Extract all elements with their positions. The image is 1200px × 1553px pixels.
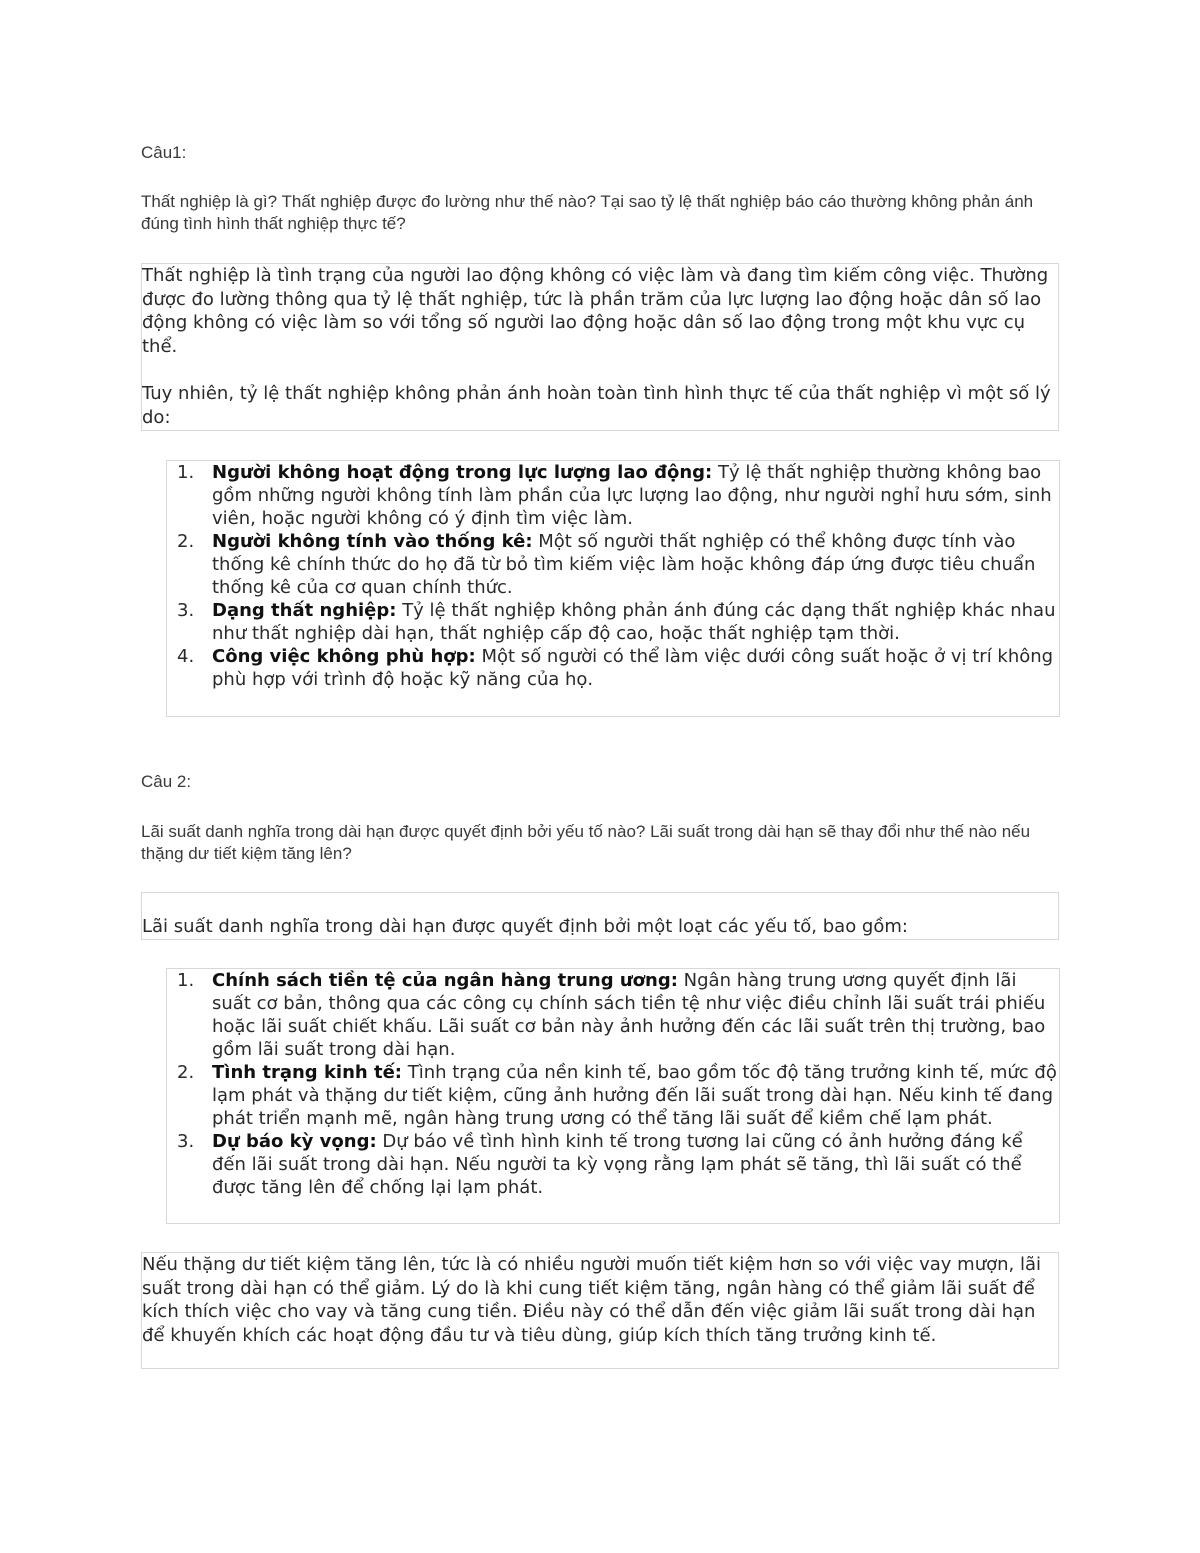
list-item-text: Một số người thất nghiệp có thể không được tính vào thống kê chính thức do họ đã từ bỏ tìm kiếm việc làm hoặc không đáp ứng được tiêu chuẩn thống kê của cơ quan chính thức. <box>212 531 1036 598</box>
question-1-label: Câu1: <box>141 143 187 162</box>
question-2-label: Câu 2: <box>141 772 192 791</box>
list-item <box>167 461 1059 530</box>
list-item-title: Tình trạng kinh tế: <box>212 1062 402 1083</box>
list-item-number: 3. <box>177 600 195 621</box>
answer-2-list <box>167 969 1059 1199</box>
answer-2-conclusion-box <box>141 1252 1059 1369</box>
list-item-number: 1. <box>177 462 195 483</box>
list-item <box>167 599 1059 645</box>
list-item-number: 4. <box>177 646 195 667</box>
list-item-number: 1. <box>177 970 195 991</box>
list-item-title: Dạng thất nghiệp: <box>212 600 397 621</box>
list-item-title: Người không hoạt động trong lực lượng lao động: <box>212 462 713 483</box>
list-item-text: Tỷ lệ thất nghiệp thường không bao gồm những người không tính làm phần của lực lượng lao động, như người nghỉ hưu sớm, sinh viên, hoặc người không có ý định tìm việc làm. <box>212 462 1052 529</box>
list-item-text: Dự báo về tình hình kinh tế trong tương lai cũng có ảnh hưởng đáng kể đến lãi suất trong dài hạn. Nếu người ta kỳ vọng rằng lạm phát sẽ tăng, thì lãi suất có thể được tăng lên để chống lại lạm phát. <box>212 1131 1023 1198</box>
answer-2-intro-box <box>141 892 1059 940</box>
list-item-text: Tình trạng của nền kinh tế, bao gồm tốc độ tăng trưởng kinh tế, mức độ lạm phát và thặng dư tiết kiệm, cũng ảnh hưởng đến lãi suất trong dài hạn. Nếu kinh tế đang phát triển mạnh mẽ, ngân hàng trung ương có thể tăng lãi suất để kiềm chế lạm phát. <box>212 1062 1057 1129</box>
list-item <box>167 1061 1059 1130</box>
answer-1-list-box <box>166 460 1060 717</box>
list-item-title: Người không tính vào thống kê: <box>212 531 533 552</box>
list-item <box>167 530 1059 599</box>
answer-2-list-box <box>166 968 1060 1224</box>
list-item-text: Tỷ lệ thất nghiệp không phản ánh đúng các dạng thất nghiệp khác nhau như thất nghiệp dài hạn, thất nghiệp cấp độ cao, hoặc thất nghiệp tạm thời. <box>212 600 1056 644</box>
list-item-number: 2. <box>177 1062 195 1083</box>
list-item <box>167 645 1059 691</box>
list-item <box>167 1130 1059 1199</box>
answer-1-box <box>141 263 1059 431</box>
list-item <box>167 969 1059 1061</box>
answer-1-paragraph-1: Thất nghiệp là tình trạng của người lao động không có việc làm và đang tìm kiếm công việc. Thường được đo lường thông qua tỷ lệ thất nghiệp, tức là phần trăm của lực lượng lao động hoặc dân số lao động không có việc làm so với tổng số người lao động hoặc dân số lao động trong một khu vực cụ thể. <box>142 265 1049 357</box>
question-1-text: Thất nghiệp là gì? Thất nghiệp được đo lường như thế nào? Tại sao tỷ lệ thất nghiệp báo cáo thường không phản ánh đúng tình hình thất nghiệp thực tế? <box>141 192 1034 233</box>
answer-1-list <box>167 461 1059 691</box>
list-item-title: Dự báo kỳ vọng: <box>212 1131 377 1152</box>
list-item-text: Một số người có thể làm việc dưới công suất hoặc ở vị trí không phù hợp với trình độ hoặc kỹ năng của họ. <box>212 646 1054 690</box>
answer-2-conclusion: Nếu thặng dư tiết kiệm tăng lên, tức là có nhiều người muốn tiết kiệm hơn so với việc vay mượn, lãi suất trong dài hạn có thể giảm. Lý do là khi cung tiết kiệm tăng, ngân hàng có thể giảm lãi suất để kích thích việc cho vay và tăng cung tiền. Điều này có thể dẫn đến việc giảm lãi suất trong dài hạn để khuyến khích các hoạt động đầu tư và tiêu dùng, giúp kích thích tăng trưởng kinh tế. <box>142 1254 1042 1346</box>
answer-2-intro: Lãi suất danh nghĩa trong dài hạn được quyết định bởi một loạt các yếu tố, bao gồm: <box>142 916 908 937</box>
list-item-number: 3. <box>177 1131 195 1152</box>
list-item-title: Chính sách tiền tệ của ngân hàng trung ương: <box>212 970 678 991</box>
list-item-number: 2. <box>177 531 195 552</box>
answer-1-paragraph-2: Tuy nhiên, tỷ lệ thất nghiệp không phản ánh hoàn toàn tình hình thực tế của thất nghiệp vì một số lý do: <box>142 383 1051 428</box>
question-2-text: Lãi suất danh nghĩa trong dài hạn được quyết định bởi yếu tố nào? Lãi suất trong dài hạn sẽ thay đổi như thế nào nếu thặng dư tiết kiệm tăng lên? <box>141 822 1031 863</box>
list-item-title: Công việc không phù hợp: <box>212 646 476 667</box>
list-item-text: Ngân hàng trung ương quyết định lãi suất cơ bản, thông qua các công cụ chính sách tiền tệ như việc điều chỉnh lãi suất trái phiếu hoặc lãi suất chiết khấu. Lãi suất cơ bản này ảnh hưởng đến các lãi suất trên thị trường, bao gồm lãi suất trong dài hạn. <box>212 970 1046 1060</box>
